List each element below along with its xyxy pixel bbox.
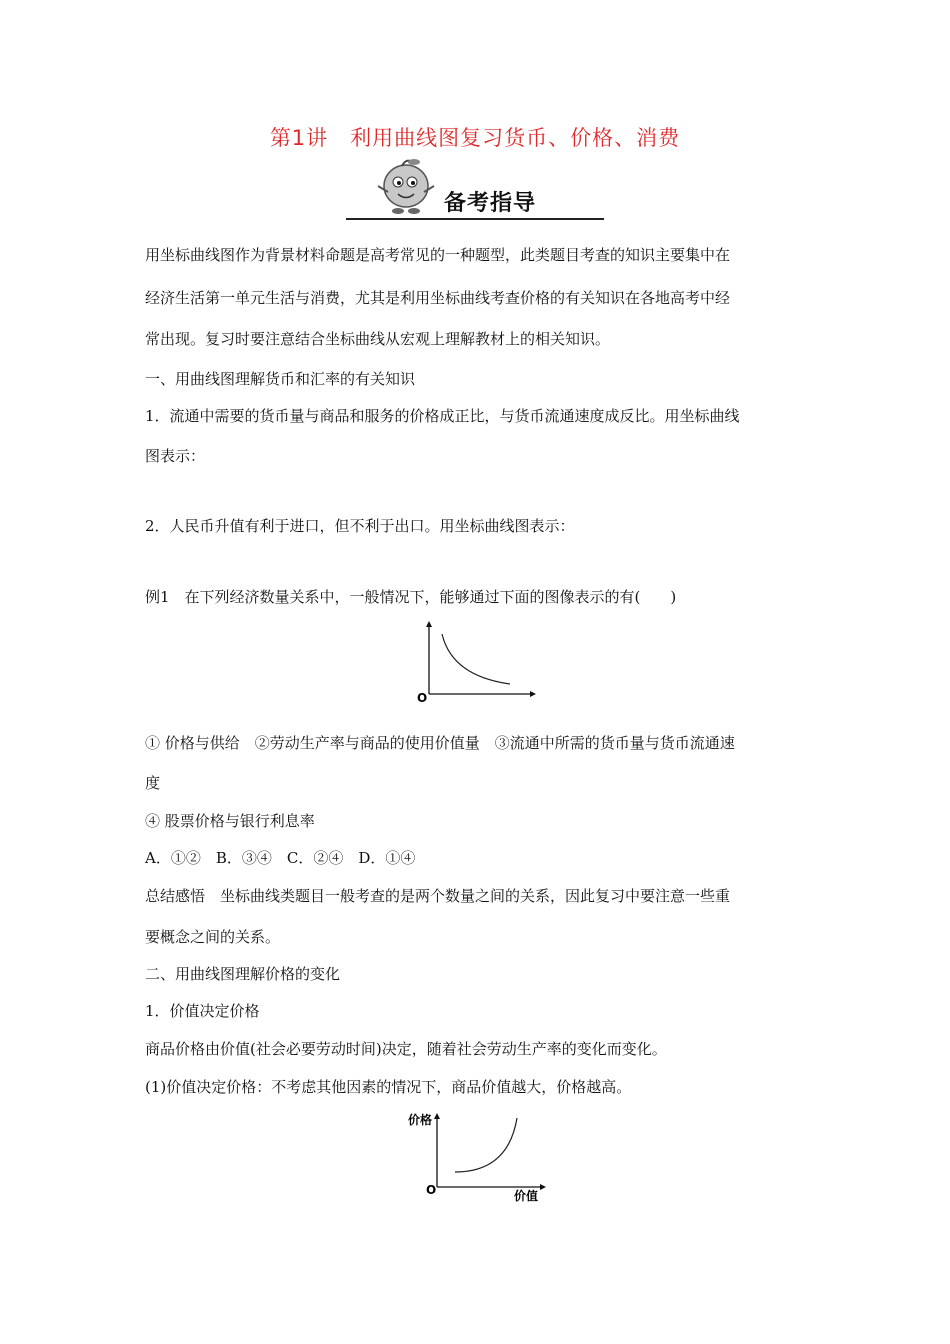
increasing-curve-graph <box>400 1108 560 1208</box>
options-line-c: ④ 股票价格与银行利息率 <box>145 812 315 830</box>
section-heading-1: 一、用曲线图理解货币和汇率的有关知识 <box>145 370 416 388</box>
graph-2-origin: O <box>426 1183 437 1197</box>
graph-2-y-label: 价格 <box>408 1113 433 1127</box>
intro-line-2: 经济生活第一单元生活与消费，尤其是利用坐标曲线考查价格的有关知识在各地高考中经 <box>145 289 731 307</box>
graph-1-origin: O <box>417 691 428 705</box>
options-line-b: 度 <box>145 774 161 792</box>
intro-line-1: 用坐标曲线图作为背景材料命题是高考常见的一种题型，此类题目考查的知识主要集中在 <box>145 246 731 264</box>
banner-label: 备考指导 <box>444 191 537 216</box>
answer-choices: A．①② B．③④ C．②④ D．①④ <box>145 849 416 867</box>
item-2-1-desc: 商品价格由价值(社会必要劳动时间)决定，随着社会劳动生产率的变化而变化。 <box>145 1040 667 1058</box>
section-heading-2: 二、用曲线图理解价格的变化 <box>145 965 341 983</box>
item-1-2: 2．人民币升值有利于进口，但不利于出口。用坐标曲线图表示： <box>145 517 575 535</box>
item-1-1-line-b: 图表示： <box>145 447 206 465</box>
mascot-icon <box>368 156 448 220</box>
example-1: 例1 在下列经济数量关系中，一般情况下，能够通过下面的图像表示的有( ) <box>145 588 677 606</box>
summary-line-a: 总结感悟 坐标曲线类题目一般考查的是两个数量之间的关系，因此复习中要注意一些重 <box>145 887 731 905</box>
intro-line-3: 常出现。复习时要注意结合坐标曲线从宏观上理解教材上的相关知识。 <box>145 330 611 348</box>
item-2-1-sub: (1)价值决定价格：不考虑其他因素的情况下，商品价值越大，价格越高。 <box>145 1078 632 1096</box>
options-line-a: ① 价格与供给 ②劳动生产率与商品的使用价值量 ③流通中所需的货币量与货币流通速 <box>145 734 735 752</box>
item-1-1-line-a: 1．流通中需要的货币量与商品和服务的价格成正比，与货币流通速度成反比。用坐标曲线 <box>145 407 740 425</box>
decreasing-curve-graph <box>410 620 540 705</box>
summary-line-b: 要概念之间的关系。 <box>145 928 281 946</box>
item-2-1: 1．价值决定价格 <box>145 1002 260 1020</box>
banner-divider <box>346 218 604 220</box>
graph-2-x-label: 价值 <box>514 1189 539 1203</box>
page-title: 第1讲 利用曲线图复习货币、价格、消费 <box>269 126 681 150</box>
